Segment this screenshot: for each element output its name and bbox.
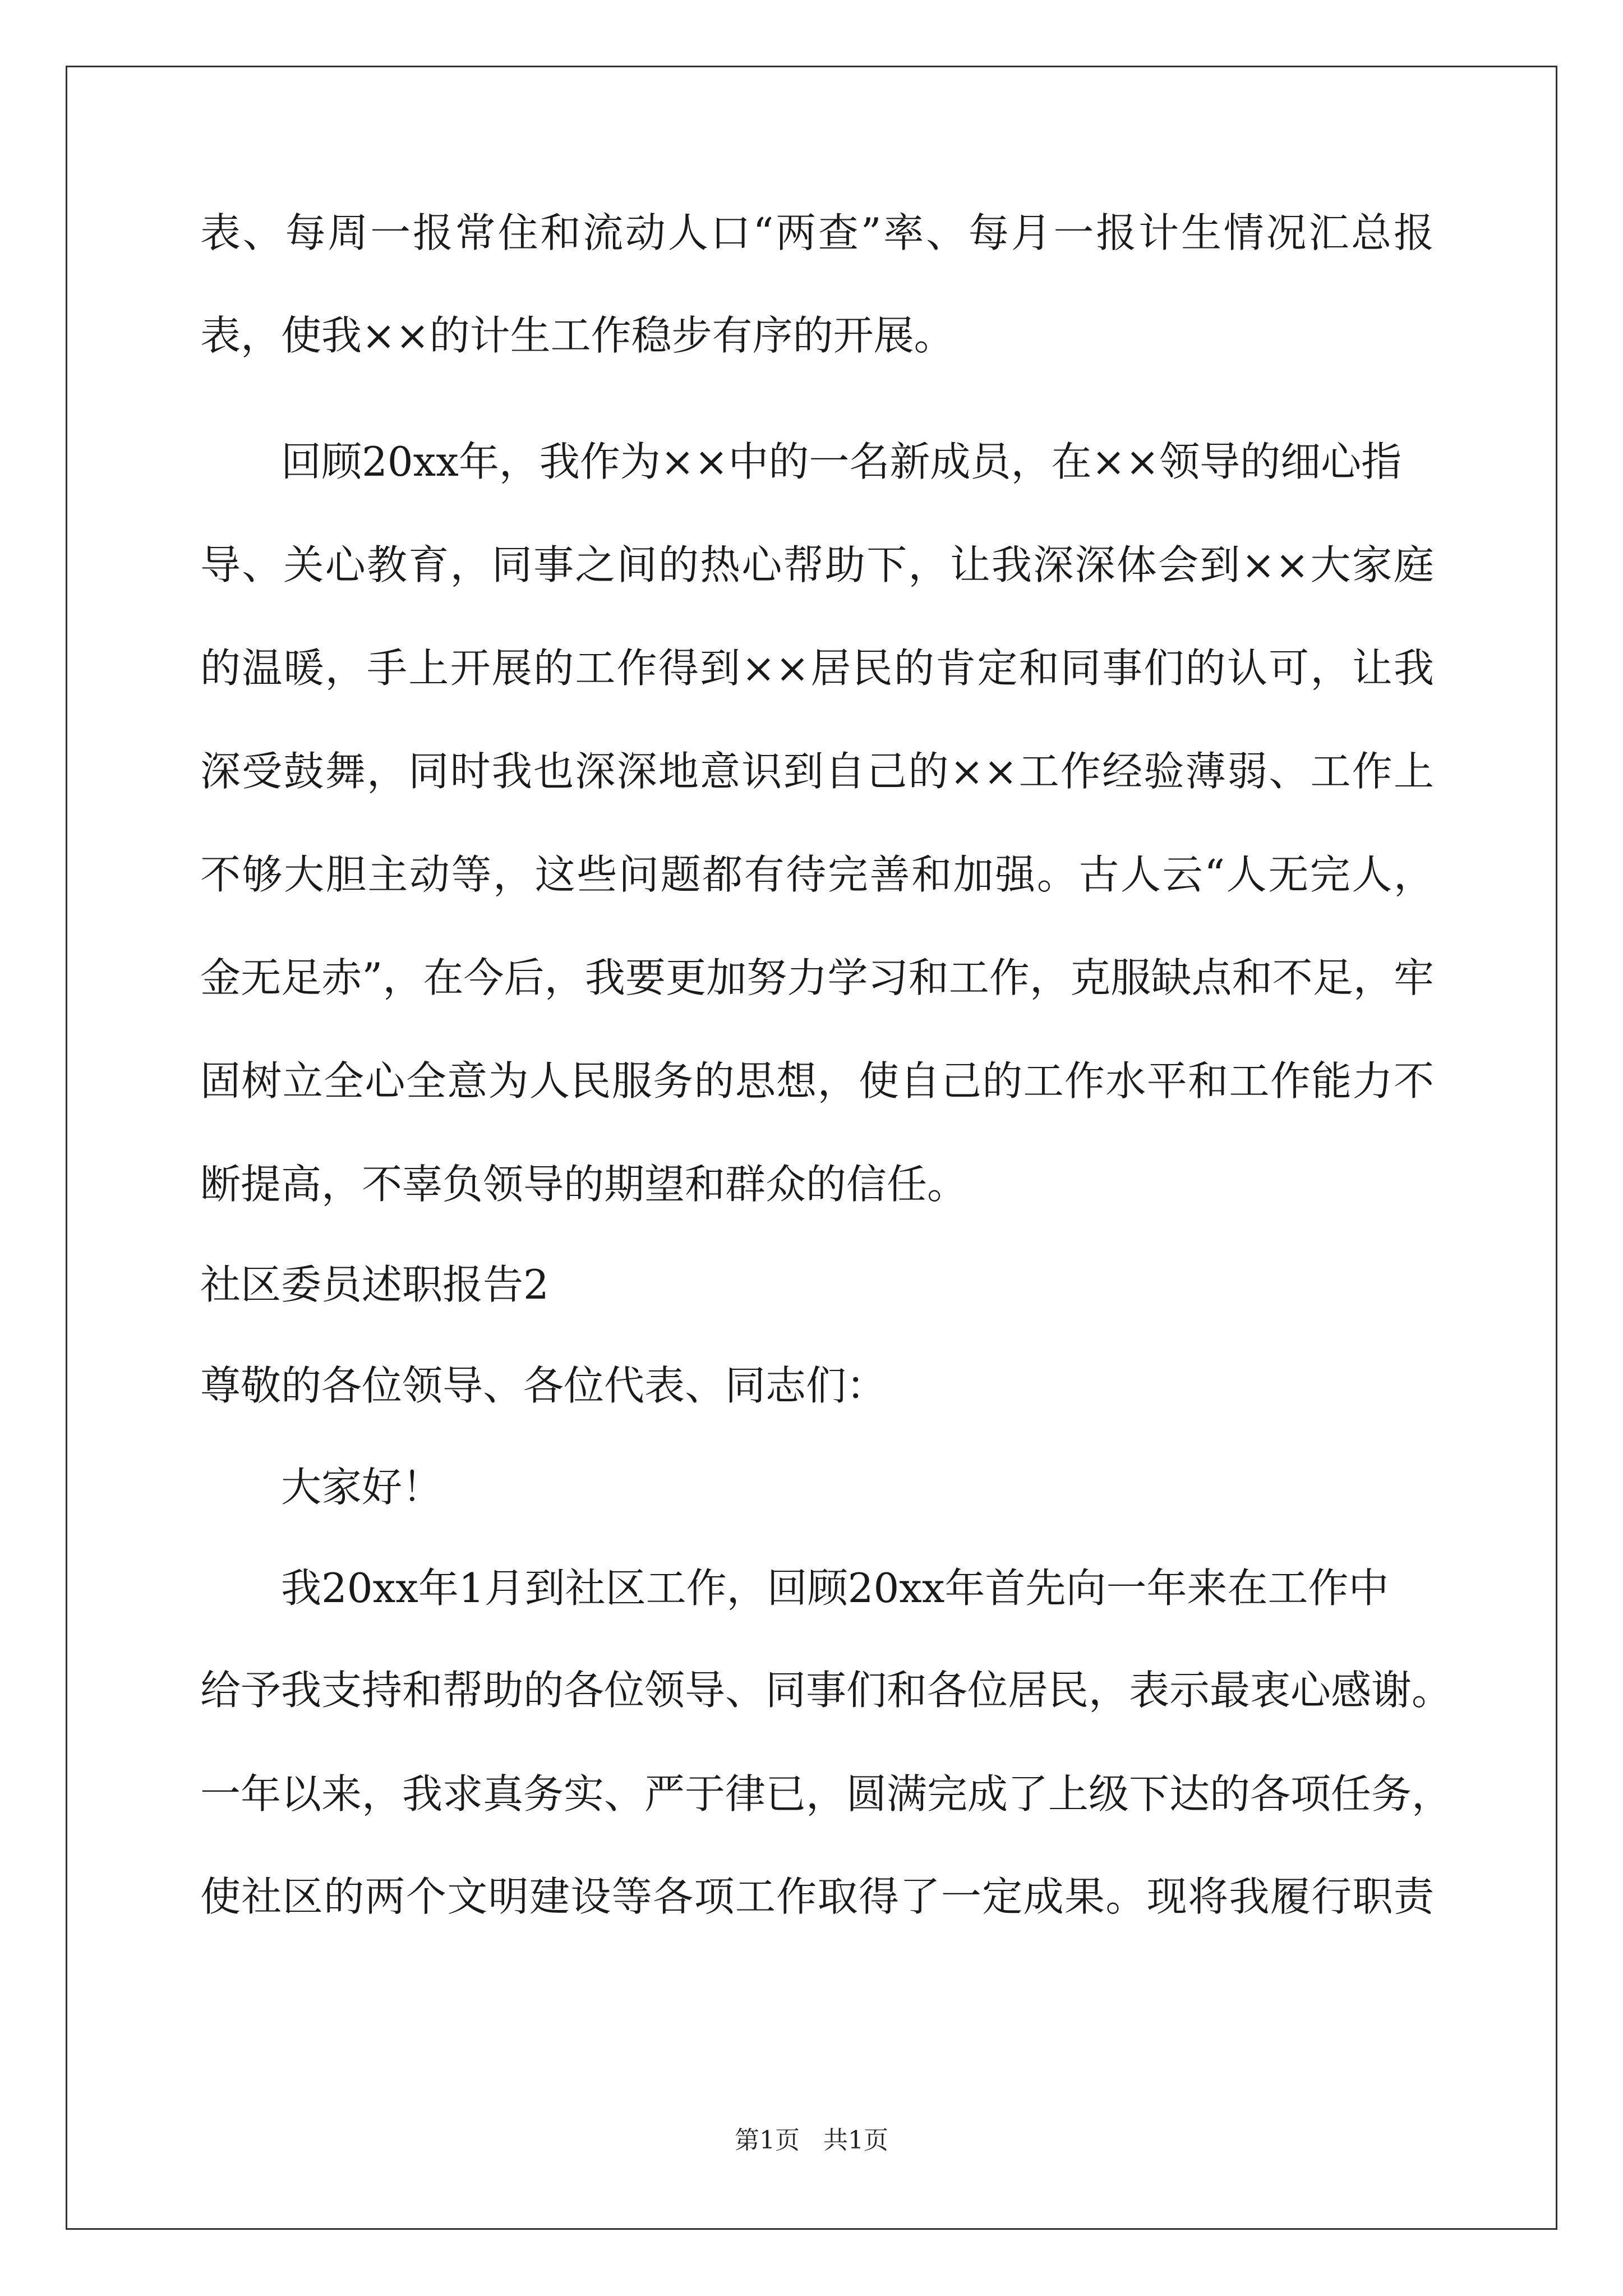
greeting: 大家好！ (281, 1464, 443, 1511)
body-line: 一年以来，我求真务实、严于律已，圆满完成了上级下达的各项任务， (200, 1770, 1453, 1818)
body-line: 不够大胆主动等，这些问题都有待完善和加强。古人云“人无完人， (200, 851, 1434, 898)
salutation: 尊敬的各位领导、各位代表、同志们： (200, 1362, 887, 1409)
body-line: 固树立全心全意为人民服务的思想，使自己的工作水平和工作能力不 (200, 1057, 1434, 1105)
body-line: 表，使我××的计生工作稳步有序的开展。 (200, 312, 955, 359)
body-line: 给予我支持和帮助的各位领导、同事们和各位居民，表示最衷心感谢。 (200, 1667, 1453, 1714)
body-line: 断提高，不辜负领导的期望和群众的信任。 (200, 1161, 968, 1208)
paragraph-first-line: 我20xx年1月到社区工作，回顾20xx年首先向一年来在工作中 (281, 1565, 1389, 1612)
body-line: 金无足赤”，在今后，我要更加努力学习和工作，克服缺点和不足，牢 (200, 954, 1434, 1001)
body-line: 使社区的两个文明建设等各项工作取得了一定成果。现将我履行职责 (200, 1873, 1434, 1920)
body-line: 深受鼓舞，同时我也深深地意识到自己的××工作经验薄弱、工作上 (200, 748, 1434, 795)
page-number: 第1页 共1页 (735, 2126, 888, 2155)
body-line: 表、每周一报常住和流动人口“两查”率、每月一报计生情况汇总报 (200, 209, 1434, 256)
body-line: 的温暖，手上开展的工作得到××居民的肯定和同事们的认可，让我 (200, 645, 1434, 692)
section-title: 社区委员述职报告2 (200, 1261, 549, 1308)
body-line: 导、关心教育，同事之间的热心帮助下，让我深深体会到××大家庭 (200, 541, 1434, 588)
paragraph-first-line: 回顾20xx年，我作为××中的一名新成员，在××领导的细心指 (281, 438, 1402, 485)
